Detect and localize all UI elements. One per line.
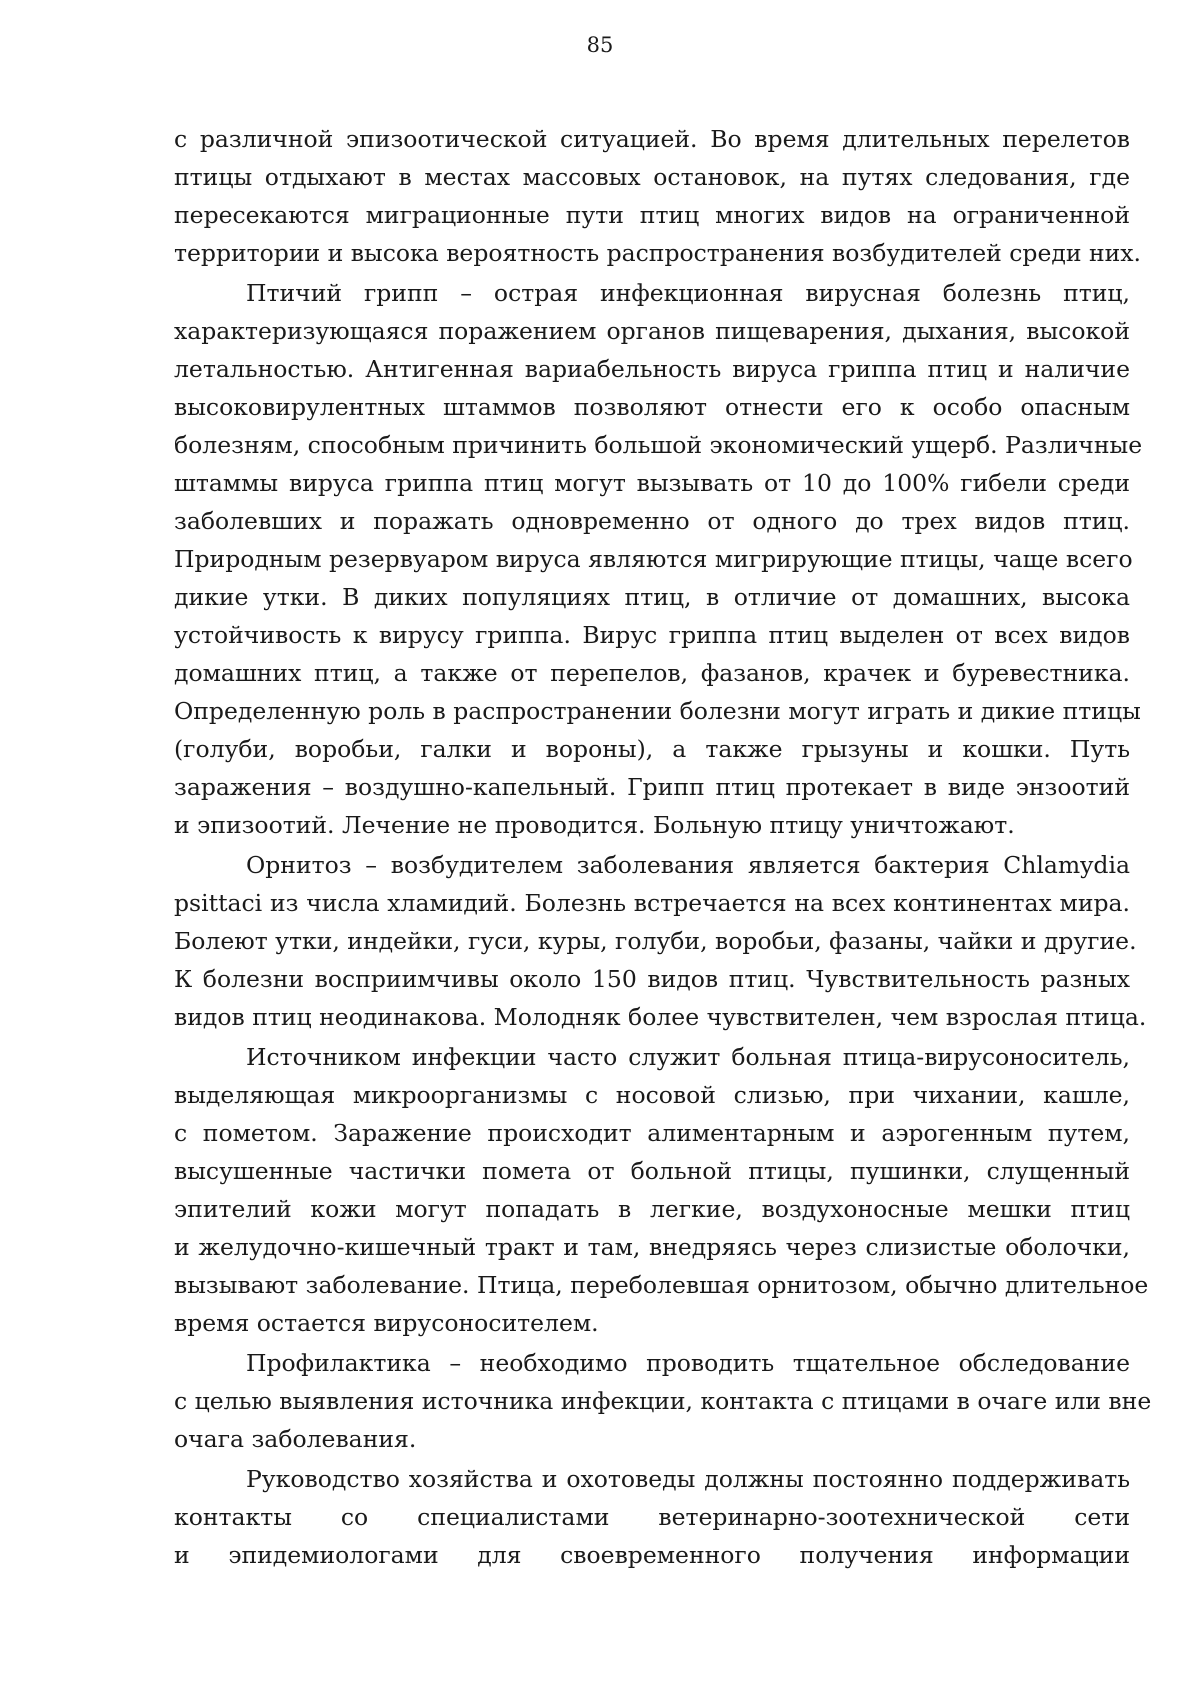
text-line: вызывают заболевание. Птица, переболевшая орнитозом, обычно длительное — [174, 1271, 1149, 1299]
text-line: Профилактика – необходимо проводить тщательное обследование — [246, 1349, 1130, 1377]
text-line: заболевших и поражать одновременно от одного до трех видов птиц. — [174, 507, 1130, 535]
paragraph — [174, 846, 1147, 1036]
text-line: с различной эпизоотической ситуацией. Во время длительных перелетов — [174, 125, 1130, 153]
text-line: устойчивость к вирусу гриппа. Вирус гриппа птиц выделен от всех видов — [174, 621, 1130, 649]
text-line: контакты со специалистами ветеринарно-зоотехнической сети — [174, 1503, 1130, 1531]
text-line: домашних птиц, а также от перепелов, фазанов, крачек и буревестника. — [174, 659, 1130, 687]
text-line: территории и высока вероятность распространения возбудителей среди них. — [174, 239, 1141, 267]
text-line: (голуби, воробьи, галки и вороны), а также грызуны и кошки. Путь — [174, 735, 1130, 763]
body-text — [174, 120, 1152, 1576]
paragraph — [174, 274, 1143, 844]
text-line: видов птиц неодинакова. Молодняк более чувствителен, чем взрослая птица. — [174, 1003, 1147, 1031]
text-line: Руководство хозяйства и охотоведы должны постоянно поддерживать — [246, 1465, 1130, 1493]
text-line: и эпизоотий. Лечение не проводится. Больную птицу уничтожают. — [174, 811, 1015, 839]
text-line: высушенные частички помета от больной птицы, пушинки, слущенный — [174, 1157, 1130, 1185]
text-line: эпителий кожи могут попадать в легкие, воздухоносные мешки птиц — [174, 1195, 1130, 1223]
text-line: с пометом. Заражение происходит алиментарным и аэрогенным путем, — [174, 1119, 1130, 1147]
text-line: штаммы вируса гриппа птиц могут вызывать от 10 до 100% гибели среди — [174, 469, 1130, 497]
text-line: и эпидемиологами для своевременного получения информации — [174, 1541, 1130, 1569]
text-line: заражения – воздушно-капельный. Грипп птиц протекает в виде энзоотий — [174, 773, 1130, 801]
text-line: и желудочно-кишечный тракт и там, внедряясь через слизистые оболочки, — [174, 1233, 1130, 1261]
paragraph — [174, 1038, 1149, 1342]
text-line: Болеют утки, индейки, гуси, куры, голуби, воробьи, фазаны, чайки и другие. — [174, 927, 1137, 955]
text-line: летальностью. Антигенная вариабельность вируса гриппа птиц и наличие — [174, 355, 1130, 383]
text-line: Орнитоз – возбудителем заболевания является бактерия Chlamydia — [246, 851, 1130, 879]
text-line: высоковирулентных штаммов позволяют отнести его к особо опасным — [174, 393, 1130, 421]
text-line: очага заболевания. — [174, 1425, 417, 1453]
text-line: дикие утки. В диких популяциях птиц, в отличие от домашних, высока — [174, 583, 1130, 611]
text-line: время остается вирусоносителем. — [174, 1309, 599, 1337]
text-line: К болезни восприимчивы около 150 видов птиц. Чувствительность разных — [174, 965, 1130, 993]
text-line: psittaci из числа хламидий. Болезнь встречается на всех континентах мира. — [174, 889, 1130, 917]
paragraph — [174, 1460, 1130, 1574]
text-line: Источником инфекции часто служит больная птица-вирусоноситель, — [246, 1043, 1130, 1071]
text-line: Природным резервуаром вируса являются мигрирующие птицы, чаще всего — [174, 545, 1133, 573]
text-line: болезням, способным причинить большой экономический ущерб. Различные — [174, 431, 1143, 459]
page-number: 85 — [586, 33, 614, 57]
text-line: выделяющая микроорганизмы с носовой слизью, при чихании, кашле, — [174, 1081, 1130, 1109]
text-line: с целью выявления источника инфекции, контакта с птицами в очаге или вне — [174, 1387, 1152, 1415]
text-line: пересекаются миграционные пути птиц многих видов на ограниченной — [174, 201, 1130, 229]
paragraph — [174, 120, 1141, 272]
text-line: характеризующаяся поражением органов пищеварения, дыхания, высокой — [174, 317, 1130, 345]
text-line: Птичий грипп – острая инфекционная вирусная болезнь птиц, — [246, 279, 1130, 307]
paragraph — [174, 1344, 1152, 1458]
text-line: Определенную роль в распространении болезни могут играть и дикие птицы — [174, 697, 1141, 725]
text-line: птицы отдыхают в местах массовых остановок, на путях следования, где — [174, 163, 1130, 191]
